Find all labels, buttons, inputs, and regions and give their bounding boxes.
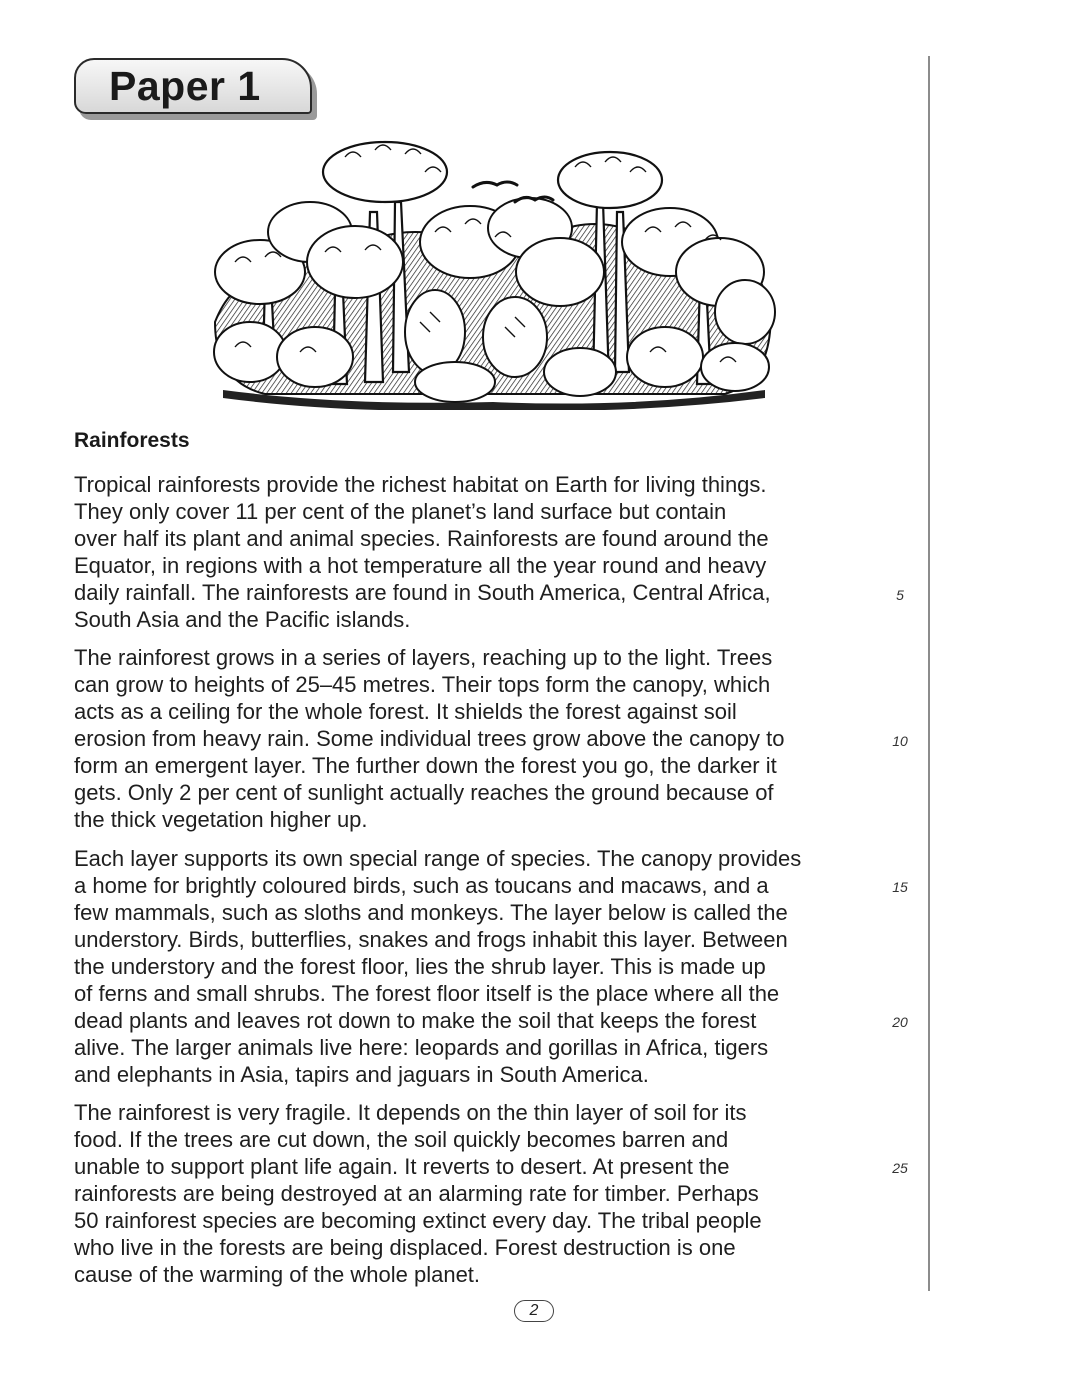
text-line: The rainforest grows in a series of layers, reaching up to the light. Trees: [74, 645, 773, 670]
text-line: rainforests are being destroyed at an alarming rate for timber. Perhaps: [74, 1181, 759, 1206]
text-line: can grow to heights of 25–45 metres. Their tops form the canopy, which: [74, 672, 771, 697]
text-line: food. If the trees are cut down, the soil quickly becomes barren and: [74, 1127, 729, 1152]
paragraph-3: [74, 845, 874, 1088]
text-line: form an emergent layer. The further down the forest you go, the darker it: [74, 753, 777, 778]
text-line: Tropical rainforests provide the richest habitat on Earth for living things.: [74, 472, 767, 497]
text-line: alive. The larger animals live here: leopards and gorillas in Africa, tigers: [74, 1035, 769, 1060]
paragraph-1: [74, 471, 874, 633]
paragraph-2: [74, 644, 874, 833]
text-line: few mammals, such as sloths and monkeys. The layer below is called the: [74, 900, 788, 925]
text-line: who live in the forests are being displaced. Forest destruction is one: [74, 1235, 736, 1260]
text-line: understory. Birds, butterflies, snakes and frogs inhabit this layer. Between: [74, 927, 788, 952]
text-line: erosion from heavy rain. Some individual trees grow above the canopy to: [74, 726, 785, 751]
text-line: the thick vegetation higher up.: [74, 807, 368, 832]
line-number: 15: [892, 879, 908, 895]
text-line: 50 rainforest species are becoming extinct every day. The tribal people: [74, 1208, 762, 1233]
text-line: The rainforest is very fragile. It depends on the thin layer of soil for its: [74, 1100, 747, 1125]
text-line: gets. Only 2 per cent of sunlight actually reaches the ground because of: [74, 780, 774, 805]
line-number: 10: [892, 733, 908, 749]
text-line: a home for brightly coloured birds, such as toucans and macaws, and a: [74, 873, 769, 898]
text-line: and elephants in Asia, tapirs and jaguars in South America.: [74, 1062, 649, 1087]
text-line: daily rainfall. The rainforests are found in South America, Central Africa,: [74, 580, 771, 605]
text-line: Each layer supports its own special range of species. The canopy provides: [74, 846, 802, 871]
section-heading: Rainforests: [74, 429, 190, 452]
page-number: 2: [514, 1300, 554, 1322]
text-line: cause of the warming of the whole planet.: [74, 1262, 481, 1287]
text-line: the understory and the forest floor, lies the shrub layer. This is made up: [74, 954, 766, 979]
text-line: South Asia and the Pacific islands.: [74, 607, 411, 632]
text-line: acts as a ceiling for the whole forest. It shields the forest against soil: [74, 699, 737, 724]
paper-title-tab: [74, 58, 312, 114]
line-number: 5: [896, 587, 904, 603]
margin-rule: [928, 56, 930, 1291]
line-number: 25: [892, 1160, 908, 1176]
text-line: unable to support plant life again. It reverts to desert. At present the: [74, 1154, 730, 1179]
line-number: 20: [892, 1014, 908, 1030]
text-line: They only cover 11 per cent of the planet’s land surface but contain: [74, 499, 727, 524]
text-line: Equator, in regions with a hot temperature all the year round and heavy: [74, 553, 767, 578]
paragraph-4: [74, 1099, 874, 1288]
paper-title: Paper 1: [109, 63, 261, 109]
rainforest-illustration-icon: [205, 132, 780, 410]
text-line: of ferns and small shrubs. The forest floor itself is the place where all the: [74, 981, 780, 1006]
text-line: over half its plant and animal species. Rainforests are found around the: [74, 526, 769, 551]
text-line: dead plants and leaves rot down to make the soil that keeps the forest: [74, 1008, 757, 1033]
